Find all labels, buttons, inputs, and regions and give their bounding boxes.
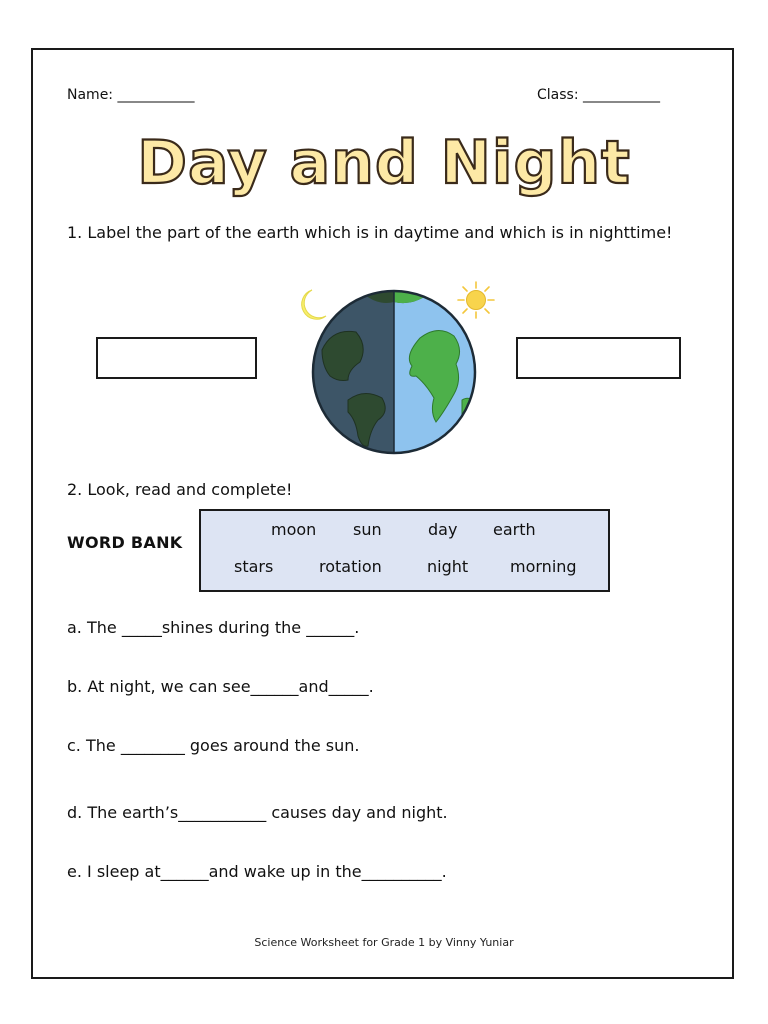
name-field-label: Name: ___________ xyxy=(67,87,195,103)
moon-icon xyxy=(302,290,326,319)
daytime-answer-box[interactable] xyxy=(516,337,681,379)
question-1: 1. Label the part of the earth which is in daytime and which is in nighttime! xyxy=(67,223,673,242)
word-bank-item: day xyxy=(428,520,458,539)
word-bank-item: earth xyxy=(493,520,536,539)
word-bank-box xyxy=(199,509,610,592)
class-field-label: Class: ___________ xyxy=(537,87,660,103)
word-bank-label: WORD BANK xyxy=(67,533,183,552)
nighttime-answer-box[interactable] xyxy=(96,337,257,379)
question-2: 2. Look, read and complete! xyxy=(67,480,293,499)
footer-credit: Science Worksheet for Grade 1 by Vinny Yuniar xyxy=(254,936,514,949)
sentence-e: e. I sleep at______and wake up in the__________. xyxy=(67,862,447,881)
worksheet-title: Day and Night xyxy=(137,128,631,198)
earth-globe xyxy=(306,280,494,460)
word-bank-item: moon xyxy=(271,520,317,539)
sentence-a: a. The _____shines during the ______. xyxy=(67,618,360,637)
word-bank-item: morning xyxy=(510,557,577,576)
word-bank-item: rotation xyxy=(319,557,382,576)
sentence-c: c. The ________ goes around the sun. xyxy=(67,736,360,755)
word-bank-item: night xyxy=(427,557,469,576)
earth-illustration xyxy=(286,280,506,460)
word-bank-item: stars xyxy=(234,557,274,576)
sun-icon xyxy=(458,282,494,318)
sentence-d: d. The earth’s___________ causes day and night. xyxy=(67,803,448,822)
sentence-b: b. At night, we can see______and_____. xyxy=(67,677,374,696)
word-bank-item: sun xyxy=(353,520,382,539)
